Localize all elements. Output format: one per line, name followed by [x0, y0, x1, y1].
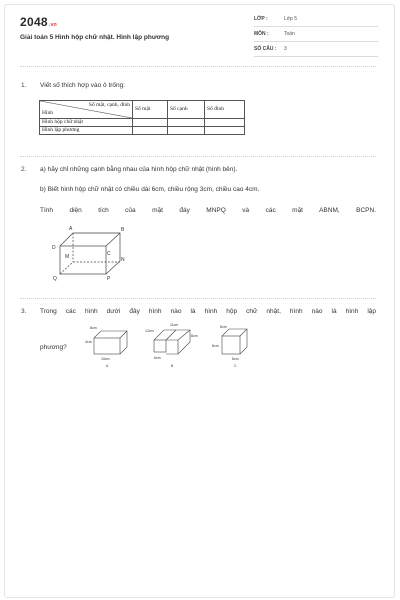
question-text-line1: Trong các hình dưới đây hình nào là hình hộp chữ nhật, hình nào là hình lập: [40, 308, 376, 315]
page-frame: [4, 4, 395, 598]
table-header: Số mặt: [133, 101, 168, 119]
dim-label: 12cm: [145, 329, 154, 333]
brand-suffix: .vn: [48, 22, 58, 28]
question-text-b: b) Biết hình hộp chữ nhật có chiều dài 6cm, chiều rộng 3cm, chiều cao 4cm.: [40, 186, 260, 193]
question-number: 3.: [21, 308, 27, 315]
question-text: Viết số thích hợp vào ô trống:: [40, 82, 126, 89]
table-row: [40, 119, 245, 127]
answer-cell[interactable]: [205, 119, 245, 127]
figure-b-cuboid: [142, 318, 202, 370]
divider: [20, 66, 376, 67]
question-number: 1.: [21, 82, 27, 89]
question-text-line2: phương?: [40, 344, 67, 351]
table-corner-cell: [40, 101, 133, 119]
vertex-label-q: Q: [53, 276, 57, 282]
meta-question-count: [254, 44, 378, 57]
vertex-label-b: B: [121, 227, 125, 233]
divider: [20, 298, 376, 299]
meta-label: LỚP :: [254, 16, 268, 22]
dim-label: 4cm: [85, 340, 92, 344]
figure-letter: A: [106, 364, 109, 368]
answer-table: [39, 100, 245, 135]
table-row: [40, 127, 245, 135]
figure-letter: C: [234, 364, 237, 368]
answer-cell[interactable]: [133, 127, 168, 135]
dim-label: 8cm: [191, 334, 198, 338]
meta-label: MÔN :: [254, 31, 269, 37]
dim-label: 8cm: [220, 325, 227, 329]
divider: [20, 156, 376, 157]
figure-a-cuboid: [84, 322, 134, 370]
vertex-label-d: D: [52, 245, 56, 251]
meta-class: [254, 14, 378, 27]
corner-bottom-label: Hình: [42, 110, 53, 116]
vertex-label-n: N: [121, 257, 125, 263]
meta-value: 3: [284, 46, 287, 52]
dim-label: 10cm: [101, 357, 110, 361]
dim-label: 8cm: [90, 326, 97, 330]
box-figure-abcd-mnpq: [48, 222, 138, 282]
question-text-a: a) hãy chỉ những cạnh bằng nhau của hình hộp chữ nhật (hình bên).: [40, 166, 238, 173]
figure-c-cube: [212, 322, 258, 370]
answer-cell[interactable]: [168, 119, 205, 127]
answer-cell[interactable]: [205, 127, 245, 135]
figure-letter: B: [171, 364, 174, 368]
row-label: Hình lập phương: [40, 127, 133, 135]
meta-subject: [254, 29, 378, 42]
answer-cell[interactable]: [168, 127, 205, 135]
table-header: Số cạnh: [168, 101, 205, 119]
document-title: Giải toán 5 Hình hộp chữ nhật. Hình lập phương: [20, 34, 170, 41]
row-label: Hình hộp chữ nhật: [40, 119, 133, 127]
meta-value: Lớp 5: [284, 16, 298, 22]
dim-label: 11cm: [170, 323, 179, 327]
corner-top-label: Số mặt, cạnh, đỉnh: [88, 102, 130, 108]
dim-label: 8cm: [212, 344, 219, 348]
question-number: 2.: [21, 166, 27, 173]
brand-logo[interactable]: [20, 15, 57, 29]
vertex-label-a: A: [69, 226, 73, 232]
dim-label: 6cm: [154, 356, 161, 360]
dim-label: 8cm: [232, 357, 239, 361]
vertex-label-m: M: [65, 254, 70, 260]
meta-label: SỐ CÂU :: [254, 46, 277, 52]
vertex-label-p: P: [107, 276, 111, 282]
table-header: Số đỉnh: [205, 101, 245, 119]
answer-cell[interactable]: [133, 119, 168, 127]
vertex-label-c: C: [107, 251, 111, 257]
question-text-c: Tính diện tích của mặt đáy MNPQ và các mặt ABNM, BCPN.: [40, 207, 376, 214]
meta-value: Toán: [284, 31, 295, 37]
brand-name: 2048: [20, 15, 48, 29]
